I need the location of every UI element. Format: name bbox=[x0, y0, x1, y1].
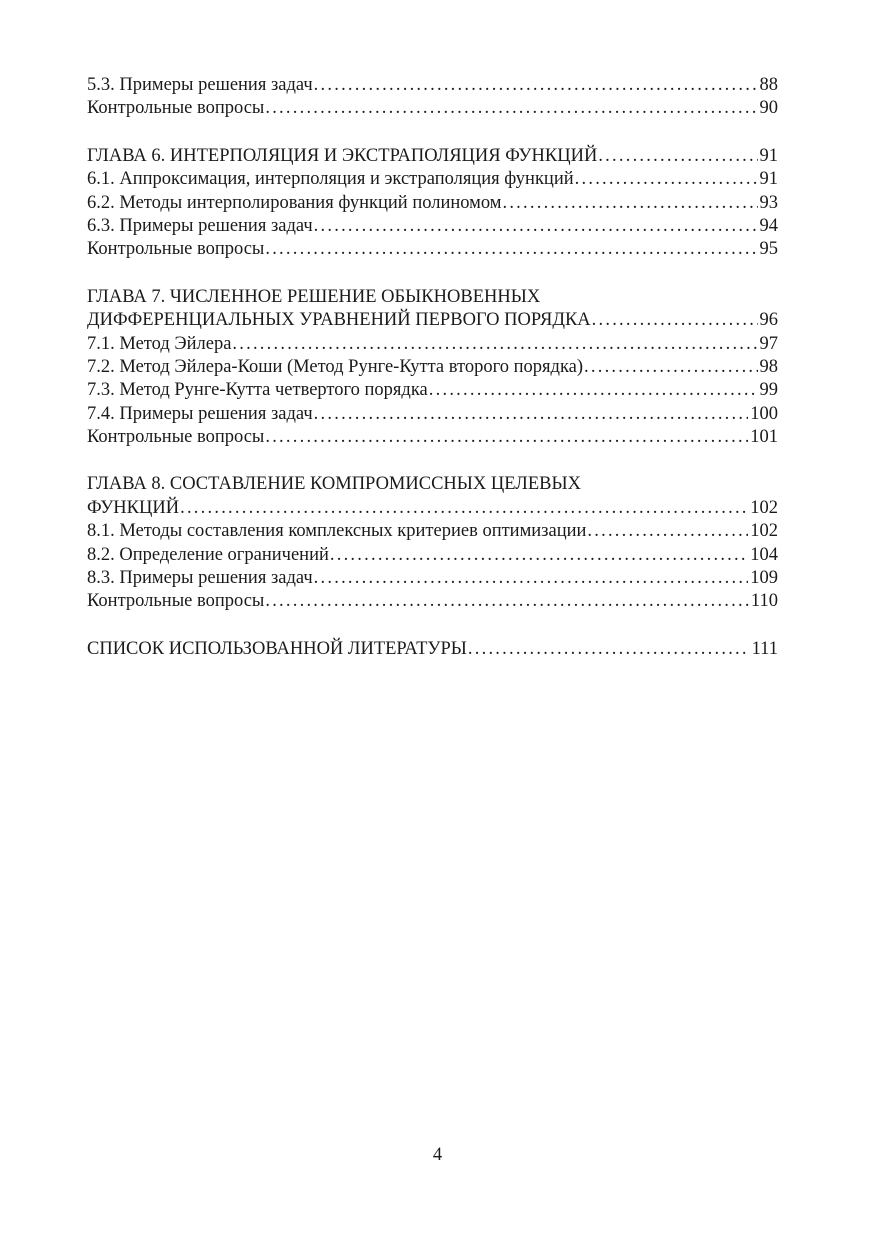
toc-entry[interactable] bbox=[87, 97, 778, 120]
toc-entry[interactable] bbox=[87, 590, 778, 613]
toc-entry-page: 111 bbox=[751, 638, 778, 659]
toc-entry-title: СПИСОК ИСПОЛЬЗОВАННОЙ ЛИТЕРАТУРЫ bbox=[87, 638, 467, 659]
toc-entry-title: 8.3. Примеры решения задач bbox=[87, 568, 313, 589]
leader-dots bbox=[598, 145, 757, 168]
toc-entry-page: 95 bbox=[759, 239, 778, 260]
leader-dots bbox=[265, 97, 757, 120]
toc-entry-title: 6.2. Методы интерполирования функций полиномом bbox=[87, 192, 502, 213]
leader-dots bbox=[314, 567, 749, 590]
leader-dots bbox=[265, 426, 748, 449]
toc-entry[interactable] bbox=[87, 638, 778, 661]
toc-entry[interactable] bbox=[87, 497, 778, 520]
toc-entry-page: 98 bbox=[759, 356, 778, 377]
leader-dots bbox=[314, 403, 749, 426]
leader-dots bbox=[502, 192, 757, 215]
toc-entry-title: ФУНКЦИЙ bbox=[87, 497, 180, 518]
toc-entry[interactable] bbox=[87, 379, 778, 402]
toc-entry-title: 5.3. Примеры решения задач bbox=[87, 75, 313, 95]
toc-entry-page: 110 bbox=[750, 591, 778, 612]
toc-entry-page: 102 bbox=[750, 497, 778, 518]
toc-entry-page: 104 bbox=[750, 544, 778, 565]
toc-entry-page: 91 bbox=[759, 169, 778, 190]
leader-dots bbox=[265, 238, 757, 261]
toc-entry-title: Контрольные вопросы bbox=[87, 427, 265, 448]
toc-entry-page: 93 bbox=[759, 192, 778, 213]
toc-entry[interactable] bbox=[87, 168, 778, 191]
leader-dots bbox=[587, 520, 748, 543]
toc-entry-title: ДИФФЕРЕНЦИАЛЬНЫХ УРАВНЕНИЙ ПЕРВОГО ПОРЯДКА bbox=[87, 310, 591, 331]
toc-entry-title: 7.3. Метод Рунге-Кутта четвертого порядка bbox=[87, 380, 428, 401]
toc-entry[interactable] bbox=[87, 544, 778, 567]
toc-entry-page: 100 bbox=[750, 403, 778, 424]
toc-group-chapter-8 bbox=[87, 473, 778, 613]
toc-entry-title: 6.3. Примеры решения задач bbox=[87, 215, 313, 236]
toc-entry-title: 7.2. Метод Эйлера-Коши (Метод Рунге-Кутта второго порядка) bbox=[87, 356, 584, 377]
toc-entry[interactable] bbox=[87, 356, 778, 379]
leader-dots bbox=[232, 333, 757, 356]
toc-entry[interactable] bbox=[87, 309, 778, 332]
toc-entry-page: 102 bbox=[750, 521, 778, 542]
toc-entry[interactable] bbox=[87, 567, 778, 590]
toc-entry-page: 96 bbox=[759, 310, 778, 331]
toc-chapter-heading[interactable]: ГЛАВА 7. ЧИСЛЕННОЕ РЕШЕНИЕ ОБЫКНОВЕННЫХ bbox=[87, 286, 541, 307]
page-number: 4 bbox=[432, 1145, 443, 1165]
toc-entry-title: ГЛАВА 6. ИНТЕРПОЛЯЦИЯ И ЭКСТРАПОЛЯЦИЯ ФУНКЦИЙ bbox=[87, 145, 598, 166]
leader-dots bbox=[584, 356, 757, 379]
leader-dots bbox=[265, 590, 749, 613]
toc-entry-title: Контрольные вопросы bbox=[87, 239, 265, 260]
leader-dots bbox=[592, 309, 758, 332]
toc-group-chapter-6 bbox=[87, 145, 778, 262]
table-of-contents bbox=[87, 74, 778, 685]
toc-entry[interactable] bbox=[87, 192, 778, 215]
leader-dots bbox=[575, 168, 758, 191]
toc-entry[interactable] bbox=[87, 215, 778, 238]
toc-entry[interactable] bbox=[87, 426, 778, 449]
toc-group-references bbox=[87, 638, 778, 661]
toc-entry-page: 91 bbox=[759, 145, 778, 166]
toc-entry[interactable] bbox=[87, 403, 778, 426]
leader-dots bbox=[330, 544, 748, 567]
toc-entry-title: 7.1. Метод Эйлера bbox=[87, 333, 232, 354]
toc-entry[interactable] bbox=[87, 333, 778, 356]
toc-entry[interactable] bbox=[87, 74, 778, 97]
toc-entry-title: 6.1. Аппроксимация, интерполяция и экстраполяция функций bbox=[87, 169, 574, 190]
toc-entry-page: 109 bbox=[750, 568, 778, 589]
toc-entry-page: 101 bbox=[750, 427, 778, 448]
leader-dots bbox=[468, 638, 750, 661]
toc-entry-title: Контрольные вопросы bbox=[87, 98, 265, 119]
leader-dots bbox=[314, 215, 758, 238]
toc-entry[interactable] bbox=[87, 145, 778, 168]
toc-entry-page: 90 bbox=[759, 98, 778, 119]
toc-chapter-heading[interactable]: ГЛАВА 8. СОСТАВЛЕНИЕ КОМПРОМИССНЫХ ЦЕЛЕВЫХ bbox=[87, 474, 581, 495]
toc-entry-page: 97 bbox=[759, 333, 778, 354]
toc-entry-title: 8.1. Методы составления комплексных критериев оптимизации bbox=[87, 521, 587, 542]
leader-dots bbox=[314, 74, 758, 97]
toc-entry[interactable] bbox=[87, 520, 778, 543]
leader-dots bbox=[429, 379, 758, 402]
toc-entry-page: 99 bbox=[759, 380, 778, 401]
toc-entry[interactable] bbox=[87, 238, 778, 261]
toc-entry-title: 8.2. Определение ограничений bbox=[87, 544, 329, 565]
toc-entry-page: 88 bbox=[759, 75, 778, 95]
toc-group-chapter-5-tail bbox=[87, 74, 778, 121]
toc-entry-title: 7.4. Примеры решения задач bbox=[87, 403, 313, 424]
leader-dots bbox=[180, 497, 748, 520]
toc-entry-title: Контрольные вопросы bbox=[87, 591, 265, 612]
toc-group-chapter-7 bbox=[87, 286, 778, 450]
toc-entry-page: 94 bbox=[759, 215, 778, 236]
